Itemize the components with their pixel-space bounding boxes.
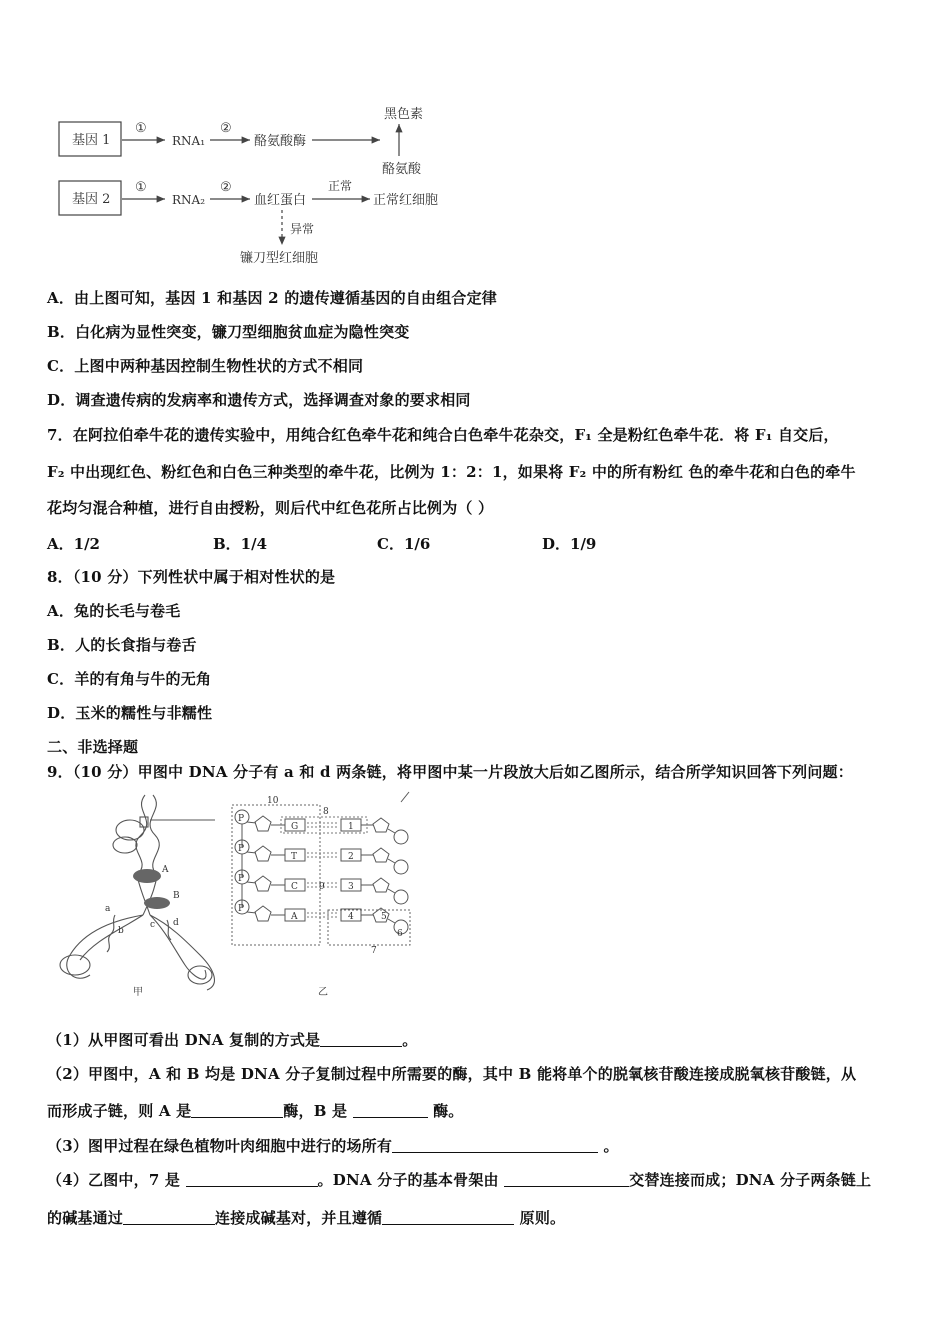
phosphate-label: P [238, 814, 245, 824]
sugar-mark [255, 876, 271, 891]
q7-option-c: C．1/6 [377, 535, 431, 553]
base-number-label: 3 [348, 882, 354, 892]
label-9: 9 [319, 882, 325, 892]
answer-blank-1[interactable] [320, 1032, 402, 1047]
svg-text:异常: 异常 [290, 222, 315, 236]
answer-blank-5[interactable] [186, 1172, 318, 1187]
q8-option-d: D．玉米的糯性与非糯性 [47, 704, 213, 722]
normal-rbc-label: 正常红细胞 [373, 193, 439, 208]
svg-text:7: 7 [371, 946, 377, 956]
svg-text:①: ① [135, 180, 147, 195]
q8-stem: 8．（10 分）下列性状中属于相对性状的是 [47, 568, 336, 586]
svg-text:d: d [173, 918, 179, 928]
q8-option-b: B．人的长食指与卷舌 [47, 636, 197, 654]
q8-option-c: C．羊的有角与牛的无角 [47, 670, 212, 688]
phosphate-label: P [238, 904, 245, 914]
base-label: A [291, 912, 298, 922]
gene-expression-diagram [50, 100, 470, 270]
fig-jia-label: 甲 [133, 987, 143, 998]
base-label: C [291, 882, 298, 892]
base-number-label: 2 [348, 852, 354, 862]
gene1-label: 基因 1 [72, 133, 111, 148]
answer-blank-3[interactable] [353, 1103, 428, 1118]
rna1-label: RNA₁ [172, 134, 206, 148]
enzyme-b-label: B [173, 891, 180, 901]
sugar-mark [255, 846, 271, 861]
q6-option-d: D．调查遗传病的发病率和遗传方式，选择调查对象的要求相同 [47, 391, 471, 409]
q7-line1: 7．在阿拉伯牵牛花的遗传实验中，用纯合红色牵牛花和纯合白色牵牛花杂交，F₁ 全是粉红色牵牛花．将 F₁ 自交后， [47, 426, 839, 444]
fig-yi-label: 乙 [318, 987, 328, 998]
svg-text:a: a [105, 904, 111, 914]
base-label: T [291, 852, 298, 862]
hemoglobin-label: 血红蛋白 [254, 193, 307, 208]
phosphate-mark [394, 830, 408, 844]
q6-option-a: A．由上图可知，基因 1 和基因 2 的遗传遵循基因的自由组合定律 [47, 289, 498, 307]
base-number-label: 4 [348, 912, 354, 922]
tyrosine-label: 酪氨酸 [382, 162, 422, 177]
phosphate-label: P [238, 874, 245, 884]
q6-option-b: B．白化病为显性突变，镰刀型细胞贫血症为隐性突变 [47, 323, 410, 341]
q7-line2: F₂ 中出现红色、粉红色和白色三种类型的牵牛花，比例为 1：2：1，如果将 F₂ 中的所有粉红 色的牵牛花和白色的牵牛 [47, 463, 856, 481]
gene2-label: 基因 2 [72, 192, 111, 207]
enzyme-label: 酪氨酸酶 [254, 134, 307, 149]
svg-text:c: c [150, 920, 156, 930]
q8-option-a: A．兔的长毛与卷毛 [47, 602, 181, 620]
q9-sub4-line2: 的碱基通过 连接成碱基对，并且遵循 原则。 [47, 1209, 566, 1227]
base-label: G [291, 822, 299, 832]
svg-text:b: b [118, 926, 124, 936]
label-8: 8 [323, 807, 329, 817]
answer-blank-7[interactable] [123, 1210, 215, 1225]
enzyme-a-label: A [162, 865, 169, 875]
q9-sub1: （1）从甲图可看出 DNA 复制的方式是 。 [47, 1031, 418, 1049]
answer-blank-6[interactable] [504, 1172, 629, 1187]
q9-stem: 9．（10 分）甲图中 DNA 分子有 a 和 d 两条链，将甲图中某一片段放大后如乙图所示，结合所学知识回答下列问题： [47, 763, 853, 781]
q7-line3: 花均匀混合种植，进行自由授粉，则后代中红色花所占比例为（ ） [47, 499, 494, 517]
q9-sub4-line1: （4）乙图中，7 是 。DNA 分子的基本骨架由 交替连接而成；DNA 分子两条链上 [47, 1171, 872, 1189]
svg-text:②: ② [220, 121, 232, 136]
answer-blank-4[interactable] [392, 1138, 598, 1153]
q7-option-a: A．1/2 [47, 535, 100, 553]
base-number-label: 1 [348, 822, 354, 832]
phosphate-mark [394, 860, 408, 874]
label-5: 5 [381, 912, 387, 922]
answer-blank-8[interactable] [382, 1210, 514, 1225]
svg-text:正常: 正常 [328, 179, 353, 193]
sugar-mark [255, 816, 271, 831]
sugar-mark [373, 818, 389, 832]
svg-text:②: ② [220, 180, 232, 195]
svg-text:①: ① [135, 121, 147, 136]
sugar-mark [255, 906, 271, 921]
q9-sub3: （3）图甲过程在绿色植物叶肉细胞中进行的场所有 。 [47, 1137, 619, 1155]
q9-sub2-line1: （2）甲图中，A 和 B 均是 DNA 分子复制过程中所需要的酶，其中 B 能将单个的脱氧核苷酸连接成脱氧核苷酸链，从 [47, 1065, 857, 1083]
q6-option-c: C．上图中两种基因控制生物性状的方式不相同 [47, 357, 364, 375]
label-6: 6 [397, 929, 403, 939]
section-heading: 二、非选择题 [47, 738, 139, 756]
melanin-label: 黑色素 [384, 107, 424, 122]
phosphate-mark [394, 890, 408, 904]
q9-sub2-line2: 而形成子链，则 A 是 酶，B 是 酶。 [47, 1102, 464, 1120]
q7-option-b: B．1/4 [213, 535, 268, 553]
sickle-rbc-label: 镰刀型红细胞 [240, 251, 319, 266]
rna2-label: RNA₂ [172, 193, 206, 207]
sugar-mark [373, 878, 389, 892]
answer-blank-2[interactable] [191, 1103, 283, 1118]
dna-diagram [45, 790, 425, 1005]
svg-text:10: 10 [267, 796, 279, 806]
phosphate-label: P [238, 844, 245, 854]
sugar-mark [373, 848, 389, 862]
q7-option-d: D．1/9 [542, 535, 597, 553]
